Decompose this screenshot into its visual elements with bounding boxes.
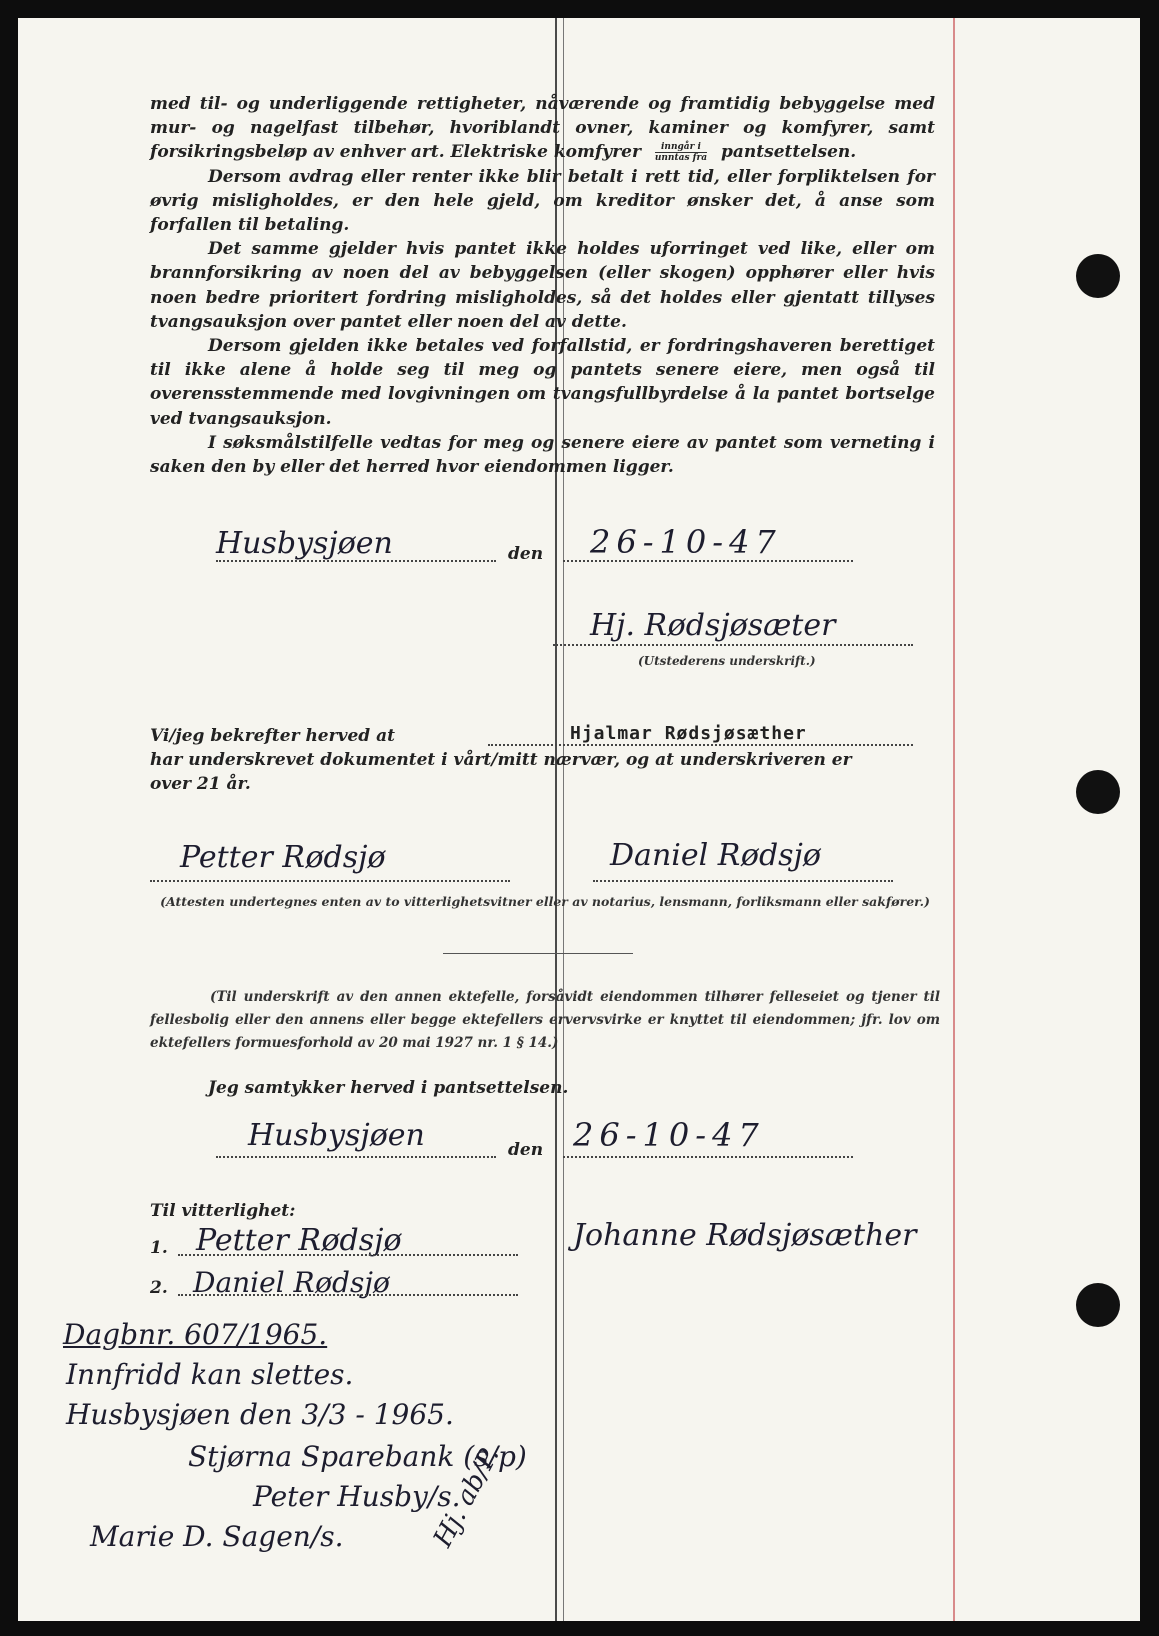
attest-dotted-line xyxy=(488,744,913,746)
consent-witness1-line xyxy=(178,1254,518,1256)
witness-number-1: 1. xyxy=(150,1238,168,1258)
place-dotted-line xyxy=(216,560,496,562)
attest-line-3: over 21 år. xyxy=(150,774,251,794)
spouse-note: (Til underskrift av den annen ektefelle, forsåvidt eiendommen tilhører felleseiet og tjener til fellesbolig eller den annens eller begge ektefellers ervervsvirke er knyttet til eiendommen; jfr. lov om ektefellers formuesforhold av 20 mai 1927 nr. 1 § 14.) xyxy=(150,989,940,1051)
attest-witness-1: Petter Rødsjø xyxy=(180,840,386,875)
date-dotted-line xyxy=(563,560,853,562)
mortgage-terms xyxy=(150,92,935,479)
den-label: den xyxy=(508,544,544,564)
fraction-top: inngår i xyxy=(655,142,707,153)
margin-line xyxy=(953,18,955,1621)
attest-line-2: har underskrevet dokumentet i vårt/mitt nærvær, og at underskriveren er xyxy=(150,750,852,770)
annotation-record-number: Dagbnr. 607/1965. xyxy=(63,1318,328,1351)
consent-witness-2: Daniel Rødsjø xyxy=(193,1266,390,1299)
issue-date: 26-10-47 xyxy=(590,523,782,561)
consent-den-label: den xyxy=(508,1140,544,1160)
annotation-initials: Hj. ab/P. xyxy=(428,1442,506,1553)
punch-hole-2 xyxy=(1076,770,1120,814)
separator-rule xyxy=(443,953,633,954)
witness2-dotted-line xyxy=(593,880,893,882)
document-page xyxy=(18,18,1140,1621)
consent-place-dotted-line xyxy=(216,1156,496,1158)
spouse-signature: Johanne Rødsjøsæther xyxy=(573,1218,917,1253)
issue-place: Husbysjøen xyxy=(216,526,393,561)
annotation-bank: Stjørna Sparebank (s/p) xyxy=(188,1440,527,1473)
witness-number-2: 2. xyxy=(150,1278,168,1298)
issuer-signature: Hj. Rødsjøsæter xyxy=(590,608,836,643)
paragraph-1 xyxy=(150,92,935,165)
attest-note: (Attesten undertegnes enten av to vitterlighetsvitner eller av notarius, lensmann, forliksmann eller sakfører.) xyxy=(160,894,930,909)
signature-dotted-line xyxy=(553,644,913,646)
consent-witness-1: Petter Rødsjø xyxy=(196,1223,402,1258)
consent-witness2-line xyxy=(178,1294,518,1296)
paragraph-1-text: med til- og underliggende rettigheter, nåværende og framtidig bebyggelse med mur- og nagelfast tilbehør, hvoriblandt ovner, kaminer og komfyrer, samt forsikringsbeløp av enhver art. Elektriske komfyrer xyxy=(150,94,935,163)
fraction-bottom: unntas fra xyxy=(654,153,708,164)
paragraph-5: I søksmålstilfelle vedtas for meg og senere eiere av pantet som verneting i saken den by eller det herred hvor eiendommen ligger. xyxy=(150,432,935,478)
consent-date-dotted-line xyxy=(563,1156,853,1158)
punch-hole-3 xyxy=(1076,1283,1120,1327)
attest-witness-2: Daniel Rødsjø xyxy=(610,838,821,873)
paragraph-2: Dersom avdrag eller renter ikke blir betalt i rett tid, eller forpliktelsen for øvrig misligholdes, er den hele gjeld, om kreditor ønsker det, å anse som forfallen til betaling. xyxy=(150,166,935,236)
witness1-dotted-line xyxy=(150,880,510,882)
annotation-signer-1: Peter Husby/s. xyxy=(253,1480,461,1513)
annotation-signer-2: Marie D. Sagen/s. xyxy=(90,1520,344,1553)
fraction-choice xyxy=(655,142,707,163)
consent-date: 26-10-47 xyxy=(573,1116,765,1154)
paragraph-4: Dersom gjelden ikke betales ved forfallstid, er fordringshaveren berettiget til ikke alene å holde seg til meg og pantets senere eiere, men også til overensstemmende med lovgivningen om tvangsfullbyrdelse å la pantet bortselge ved tvangsauksjon. xyxy=(150,336,935,429)
paragraph-1-end: pantsettelsen. xyxy=(721,142,857,163)
paragraph-3: Det samme gjelder hvis pantet ikke holdes uforringet ved like, eller om brannforsikring av noen del av bebyggelsen (eller skogen) opphører eller hvis noen bedre prioritert fordring misligholdes, så det holdes eller gjentatt tillyses tvangsauksjon over pantet eller noen del av dette. xyxy=(150,239,935,332)
annotation-place-date: Husbysjøen den 3/3 - 1965. xyxy=(66,1398,454,1431)
consent-statement: Jeg samtykker herved i pantsettelsen. xyxy=(208,1078,569,1098)
typed-name: Hjalmar Rødsjøsæther xyxy=(566,723,811,744)
attest-label: Vi/jeg bekrefter herved at xyxy=(150,726,395,746)
consent-place: Husbysjøen xyxy=(248,1118,425,1153)
witness-label: Til vitterlighet: xyxy=(150,1201,296,1221)
signature-caption: (Utstederens underskrift.) xyxy=(638,654,816,668)
punch-hole-1 xyxy=(1076,254,1120,298)
annotation-cleared: Innfridd kan slettes. xyxy=(66,1358,354,1391)
